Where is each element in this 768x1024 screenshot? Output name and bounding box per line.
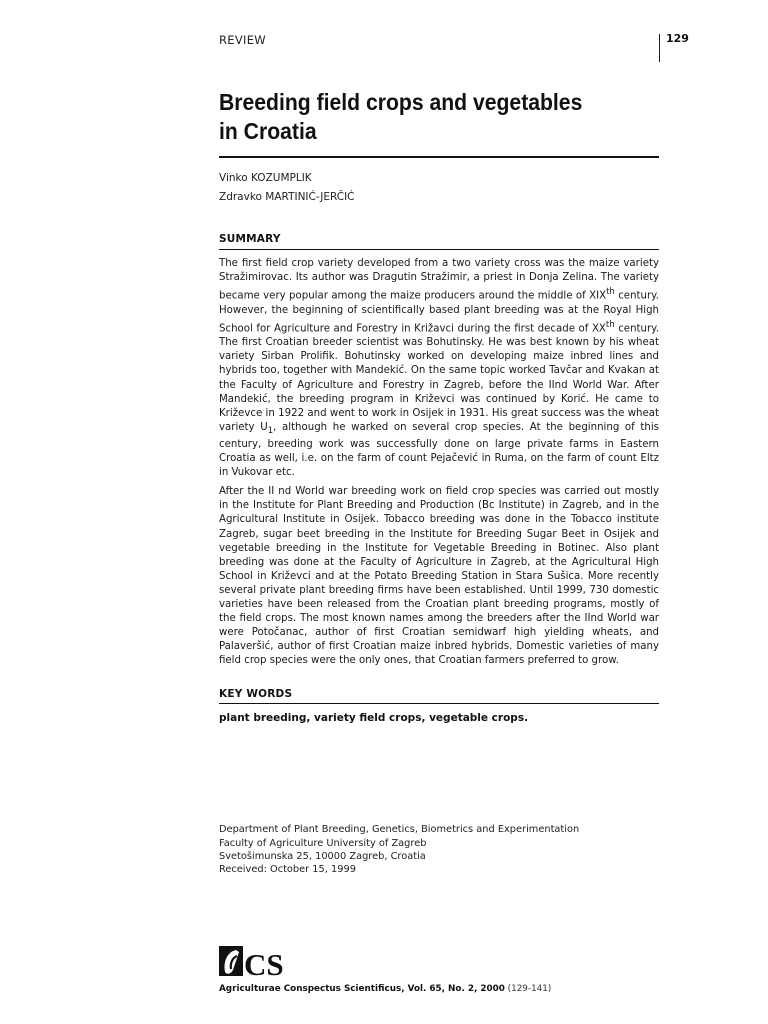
received-date: Received: October 15, 1999 xyxy=(219,864,356,875)
affiliation-line-1: Department of Plant Breeding, Genetics, Biometrics and Experimentation xyxy=(219,824,580,835)
page-range: (129-141) xyxy=(507,984,552,994)
affiliation xyxy=(219,823,579,864)
author-2: Zdravko MARTINIĆ-JERČIĆ xyxy=(219,191,355,203)
summary-divider xyxy=(219,249,659,250)
subscript-1: 1 xyxy=(267,425,274,436)
author-1: Vinko KOZUMPLIK xyxy=(219,172,312,184)
article-title-line-1: Breeding field crops and vegetables xyxy=(219,89,583,115)
summary-p1-text-b: century. However, the beginning of scientifically based plant breeding was at the Royal High School for Agriculture and Forestry in Križavci during the first decade of XX xyxy=(219,290,659,335)
logo-letters: CS xyxy=(244,947,284,978)
journal-footer xyxy=(219,984,551,994)
keywords-heading: KEY WORDS xyxy=(219,688,293,700)
summary-body xyxy=(219,257,659,673)
journal-citation: Agriculturae Conspectus Scientificus, Vol. 65, No. 2, 2000 xyxy=(219,984,505,994)
keywords-text: plant breeding, variety field crops, vegetable crops. xyxy=(219,712,529,724)
title-divider xyxy=(219,156,659,158)
affiliation-line-2: Faculty of Agriculture University of Zagreb xyxy=(219,837,427,849)
summary-p1-text-c: century. The first Croatian breeder scientist was Bohutinsky. He was best known by his wheat variety Sirban Prolifik. Bohutinsky worked on developing maize inbred lines and hybrids too, together with Mandekić. On the same topic worked Tavčar and Kvakan at the Faculty of Agriculture and Forestry in Zagreb, before the IInd World War. After Mandekić, the breeding program in Križevci was continued by Korić. He came to Križevce in 1922 and went to work in Osijek in 1931. His great success was the wheat variety U xyxy=(219,323,659,433)
summary-paragraph-2: After the II nd World war breeding work on field crop species was carried out mostly in the Institute for Plant Breeding and Production (Bc Institute) in Zagreb, and in the Agricultural Institute in Osijek. Tobacco breeding was done in the Tobacco institute Zagreb, sugar beet breeding in the Institute for Breeding Sugar Beet in Osijek and vegetable breeding in the Institute for Vegetable Breeding in Botinec. Also plant breeding was done at the Faculty of Agriculture in Zagreb, at the Agricultural High School in Križevci and at the Potato Breeding Station in Stara Sušica. More recently several private plant breeding firms have been established. Until 1999, 730 domestic varieties have been released from the Croatian plant breeding programs, mostly of the field crops. The most known names among the breeders after the IInd World war were Potočanac, author of first Croatian semidwarf high yielding wheats, and Palaveršić, author of first Croatian maize inbred hybrids. Domestic varieties of many field crop species were the only ones, that Croatian farmers preferred to grow. xyxy=(219,486,659,667)
summary-heading: SUMMARY xyxy=(219,233,281,245)
page-number-divider xyxy=(659,34,660,62)
article-title xyxy=(219,88,605,146)
page-number: 129 xyxy=(666,32,689,45)
author-list xyxy=(219,169,355,207)
keywords-divider xyxy=(219,703,659,704)
acs-logo-icon xyxy=(219,946,289,978)
affiliation-line-3: Svetošimunska 25, 10000 Zagreb, Croatia xyxy=(219,851,426,862)
superscript-th: th xyxy=(605,319,615,330)
summary-p1-text-a: The first field crop variety developed from a two variety cross was the maize variety Stražimirovac. Its author was Dragutin Stražimir, a priest in Donja Zelina. The variety became very popular among the maize producers around the middle of XIX xyxy=(219,258,659,302)
summary-paragraph-1 xyxy=(219,257,659,480)
section-label: REVIEW xyxy=(219,33,266,47)
superscript-th: th xyxy=(606,287,615,298)
summary-p1-text-d: , although he warked on several crop species. At the beginning of this century, breeding work was successfully done on large private farms in Eastern Croatia as well, i.e. on the farm of count Pejačević in Ruma, on the farm of count Eltz in Vukovar etc. xyxy=(219,421,659,479)
article-title-line-2: in Croatia xyxy=(219,118,317,144)
